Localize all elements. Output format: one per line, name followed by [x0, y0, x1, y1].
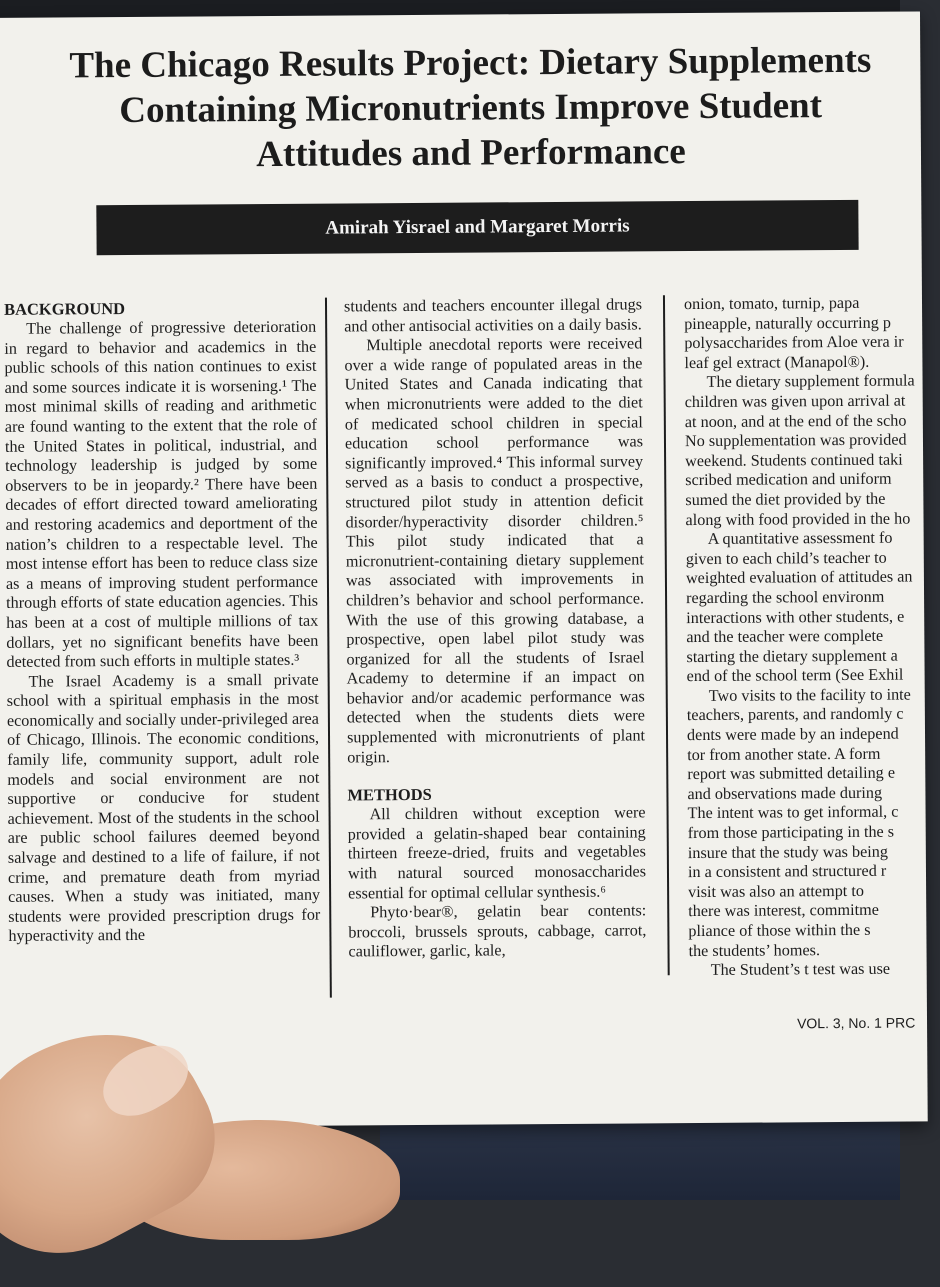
section-heading-methods: METHODS — [347, 785, 432, 805]
title-line-1: The Chicago Results Project: Dietary Supplements — [69, 39, 872, 87]
column-3-line: and the teacher were complete — [686, 626, 884, 647]
column-3-line: pliance of those within the s — [688, 920, 871, 941]
column-3-line: starting the dietary supplement a — [686, 646, 898, 666]
column-rule — [663, 295, 670, 975]
column-3-line: leaf gel extract (Manapol®). — [684, 352, 870, 372]
column-3-line: weighted evaluation of attitudes an — [685, 567, 913, 588]
journal-page — [0, 11, 928, 1128]
column-3-line: sumed the diet provided by the — [685, 489, 886, 510]
column-3-line: The Student’s t test was use — [710, 959, 891, 980]
column-3-line: No supplementation was provided — [684, 430, 907, 451]
title-line-2: Containing Micronutrients Improve Student — [119, 85, 823, 132]
paragraph: The Israel Academy is a small private school with a spiritual emphasis in the most economically and socially under-privileged area of Chicago, Illinois. The economic conditions, family life, community support, adult role models and social environment are not supportive or conducive for student achievement. Most of the students in the school are public school failures deemed beyond salvage and destined to a life of failure, if not crime, and premature death from myriad causes. When a study was initiated, many students were provided prescription drugs for hyperactivity and the — [6, 670, 321, 946]
column-3-line: interactions with other students, e — [686, 607, 905, 627]
column-3-line: insure that the study was being — [687, 842, 888, 862]
column-3-line: Two visits to the facility to inte — [708, 685, 911, 705]
column-3-line: scribed medication and uniform — [685, 469, 892, 490]
column-3-line: tor from another state. A form — [687, 744, 881, 764]
article-title — [40, 38, 901, 179]
column-3-line: teachers, parents, and randomly c — [686, 705, 904, 725]
author-banner — [96, 200, 858, 255]
column-3-line: given to each child’s teacher to — [685, 548, 887, 568]
column-2 — [344, 295, 647, 962]
column-3-line: polysaccharides from Aloe vera ir — [684, 332, 904, 353]
paragraph: The challenge of progressive deterioration in regard to behavior and academics in the public schools of this nation continues to exist and some sources indicate it is worsening.¹ The most minimal skills of reading and arithmetic are found wanting to the extent that the role of the United States in political, industrial, and technology leadership is judged by some observers to be in jeopardy.² There have been decades of effort directed toward ameliorating and restoring academics and deportment of the nation’s children to a respectable level. The most intense effort has been to reduce class size as a means of improving student performance through efforts of state education agencies. This has been at a cost of multiple millions of tax dollars, yet no significant benefits have been detected from such efforts in multiple states.³ — [4, 317, 319, 671]
column-3-line: the students’ homes. — [688, 940, 821, 960]
column-3-line: The intent was to get informal, c — [687, 803, 899, 823]
column-3-line: in a consistent and structured r — [687, 861, 887, 882]
column-1 — [4, 298, 321, 947]
column-rule — [325, 298, 332, 998]
title-line-3: Attitudes and Performance — [256, 131, 686, 176]
column-3-line: onion, tomato, turnip, papa — [683, 293, 860, 314]
paragraph: Multiple anecdotal reports were received over a wide range of populated areas in the United States and Canada indicating that when micronutrients were added to the diet of medicated school children in special education school performance was significantly improved.⁴ This informal survey served as a basis to conduct a prospective, structured pilot study in attention deficit disorder/hyperactivity disorder children.⁵ This pilot study indicated that a micronutrient-containing dietary supplement was associated with improvements in children’s behavior and school performance. With the use of this growing database, a prospective, open label pilot study was organized for all the students of Israel Academy to determine if an impact on behavior and/or academic performance was detected when the students diets were supplemented with micronutrients of plant origin. — [344, 334, 646, 767]
column-3-line: The dietary supplement formula — [706, 371, 915, 392]
paragraph: students and teachers encounter illegal drugs and other antisocial activities on a daily basis. — [343, 295, 643, 336]
column-3-line: report was submitted detailing e — [687, 763, 896, 784]
column-3-line: weekend. Students continued taki — [685, 450, 903, 470]
column-3-line: pineapple, naturally occurring p — [684, 313, 891, 333]
authors-text: Amirah Yisrael and Margaret Morris — [325, 215, 630, 239]
column-3-line: along with food provided in the ho — [685, 509, 911, 529]
column-3 — [684, 293, 939, 1015]
column-3-line: A quantitative assessment fo — [707, 528, 893, 549]
column-3-line: children was given upon arrival at — [684, 391, 906, 412]
paragraph: All children without exception were provided a gelatin-shaped bear containing thirteen freeze-dried, fruits and vegetables with natural sourced monosaccharides essential for optimal cellular synthesis.⁶ — [347, 803, 647, 903]
column-3-line: from those participating in the s — [687, 822, 895, 843]
column-3-line: dents were made by an independ — [686, 724, 899, 745]
column-3-line: and observations made during — [687, 783, 883, 803]
column-3-line: at noon, and at the end of the scho — [684, 411, 907, 431]
column-3-line: end of the school term (See Exhil — [686, 665, 904, 686]
section-heading-background: BACKGROUND — [3, 298, 126, 319]
volume-label: VOL. 3, No. 1 PRC — [796, 1014, 916, 1032]
column-3-line: there was interest, commitme — [688, 901, 879, 921]
paragraph: Phyto·bear®, gelatin bear contents: broccoli, brussels sprouts, cabbage, carrot, cauliflower, garlic, kale, — [348, 901, 647, 961]
column-3-line: regarding the school environm — [686, 587, 885, 607]
column-3-line: visit was also an attempt to — [688, 881, 864, 901]
